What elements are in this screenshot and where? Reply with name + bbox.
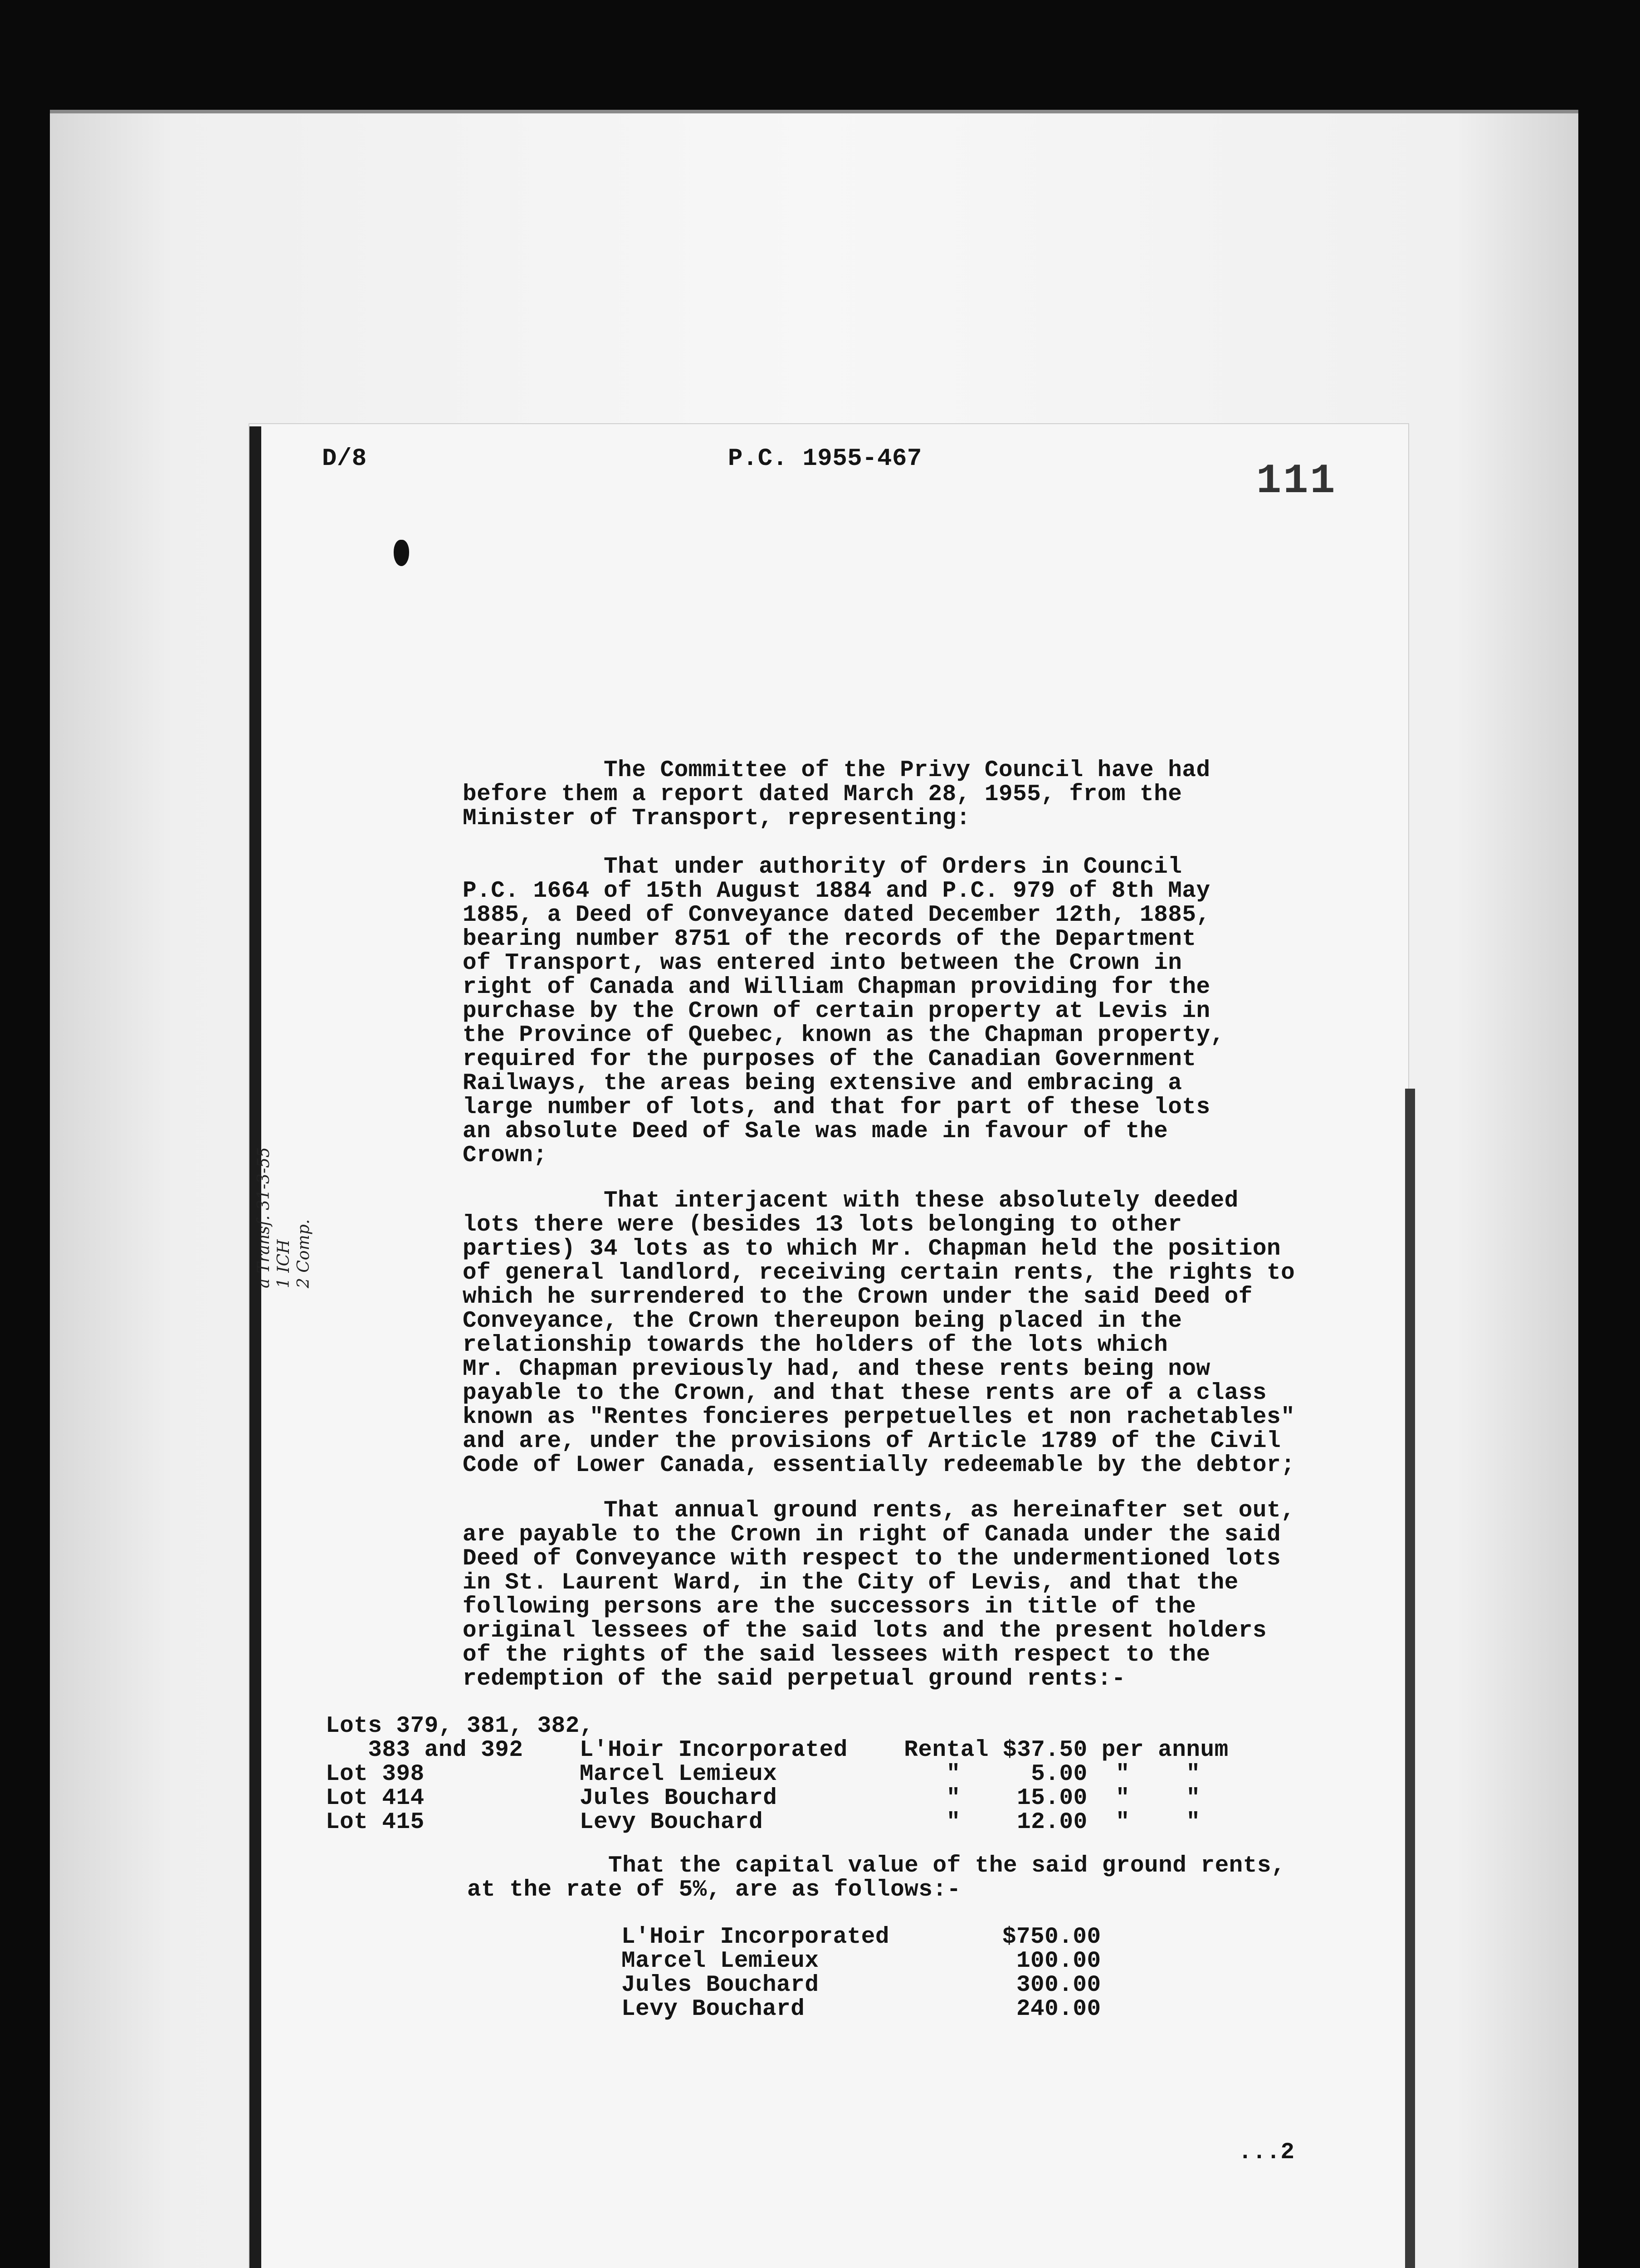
body-line: lots there were (besides 13 lots belonging to other bbox=[463, 1212, 1182, 1238]
punch-mark bbox=[394, 540, 409, 566]
capital-table-row: Jules Bouchard 300.00 bbox=[621, 1972, 1101, 1998]
body-line: the Province of Quebec, known as the Chapman property, bbox=[463, 1022, 1225, 1048]
capital-table-row: Marcel Lemieux 100.00 bbox=[621, 1948, 1101, 1974]
margin-note-line: a Transf. 31-3-55 bbox=[254, 1147, 273, 1288]
body-line: Minister of Transport, representing: bbox=[463, 806, 971, 831]
rents-table-row: Lot 414 Jules Bouchard " 15.00 " " bbox=[326, 1785, 1201, 1811]
body-line: an absolute Deed of Sale was made in favour of the bbox=[463, 1119, 1168, 1144]
file-reference: D/8 bbox=[322, 445, 367, 473]
rents-table-row: Lot 415 Levy Bouchard " 12.00 " " bbox=[326, 1809, 1201, 1835]
body-line: payable to the Crown, and that these rents are of a class bbox=[463, 1380, 1267, 1406]
body-line: purchase by the Crown of certain property at Levis in bbox=[463, 998, 1210, 1024]
body-line: That the capital value of the said ground rents, bbox=[467, 1853, 1286, 1879]
body-line: original lessees of the said lots and the present holders bbox=[463, 1618, 1267, 1644]
body-line: before them a report dated March 28, 1955, from the bbox=[463, 782, 1182, 807]
body-line: known as "Rentes foncieres perpetuelles et non rachetables" bbox=[463, 1404, 1295, 1430]
continuation-marker: ...2 bbox=[1238, 2140, 1295, 2165]
body-line: relationship towards the holders of the lots which bbox=[463, 1332, 1168, 1358]
body-line: large number of lots, and that for part of these lots bbox=[463, 1095, 1210, 1120]
body-line: following persons are the successors in title of the bbox=[463, 1594, 1196, 1620]
body-line: are payable to the Crown in right of Canada under the said bbox=[463, 1522, 1281, 1548]
rents-table-row: Lot 398 Marcel Lemieux " 5.00 " " bbox=[326, 1761, 1201, 1787]
body-line: bearing number 8751 of the records of the Department bbox=[463, 926, 1196, 952]
body-line: of the rights of the said lessees with respect to the bbox=[463, 1642, 1210, 1668]
body-line: P.C. 1664 of 15th August 1884 and P.C. 979 of 8th May bbox=[463, 878, 1210, 904]
capital-table-row: L'Hoir Incorporated $750.00 bbox=[621, 1924, 1101, 1950]
body-line: The Committee of the Privy Council have had bbox=[463, 758, 1210, 783]
body-line: of Transport, was entered into between the Crown in bbox=[463, 950, 1182, 976]
body-line: of general landlord, receiving certain rents, the rights to bbox=[463, 1260, 1295, 1286]
folio-number: 111 bbox=[1256, 457, 1337, 505]
body-line: Code of Lower Canada, essentially redeemable by the debtor; bbox=[463, 1452, 1295, 1478]
body-line: which he surrendered to the Crown under the said Deed of bbox=[463, 1284, 1253, 1310]
body-line: Conveyance, the Crown thereupon being placed in the bbox=[463, 1308, 1182, 1334]
rents-table-row: Lots 379, 381, 382, bbox=[326, 1713, 594, 1739]
body-line: That interjacent with these absolutely deeded bbox=[463, 1188, 1239, 1214]
body-line: redemption of the said perpetual ground rents:- bbox=[463, 1666, 1126, 1692]
body-line: Railways, the areas being extensive and embracing a bbox=[463, 1070, 1182, 1096]
body-line: required for the purposes of the Canadian Government bbox=[463, 1046, 1196, 1072]
order-number: P.C. 1955-467 bbox=[728, 445, 922, 473]
body-line: Deed of Conveyance with respect to the undermentioned lots bbox=[463, 1546, 1281, 1572]
margin-note-line: 2 Comp. bbox=[294, 1219, 313, 1288]
body-line: Crown; bbox=[463, 1143, 547, 1168]
body-line: That annual ground rents, as hereinafter set out, bbox=[463, 1498, 1295, 1524]
page-left-shadow bbox=[249, 426, 261, 2268]
body-line: 1885, a Deed of Conveyance dated December 12th, 1885, bbox=[463, 902, 1210, 928]
body-line: right of Canada and William Chapman providing for the bbox=[463, 974, 1210, 1000]
body-line: That under authority of Orders in Council bbox=[463, 854, 1182, 880]
body-line: in St. Laurent Ward, in the City of Levis, and that the bbox=[463, 1570, 1239, 1596]
body-line: at the rate of 5%, are as follows:- bbox=[467, 1877, 961, 1903]
rents-table-row: 383 and 392 L'Hoir Incorporated Rental $37.50 per annum bbox=[326, 1737, 1229, 1763]
body-line: and are, under the provisions of Article 1789 of the Civil bbox=[463, 1428, 1281, 1454]
handwritten-margin-note bbox=[254, 1147, 314, 1288]
body-line: parties) 34 lots as to which Mr. Chapman held the position bbox=[463, 1236, 1281, 1262]
margin-note-line: 1 ICH bbox=[274, 1239, 293, 1288]
page-right-shadow bbox=[1405, 1089, 1415, 2268]
capital-table-row: Levy Bouchard 240.00 bbox=[621, 1996, 1101, 2022]
body-line: Mr. Chapman previously had, and these rents being now bbox=[463, 1356, 1210, 1382]
